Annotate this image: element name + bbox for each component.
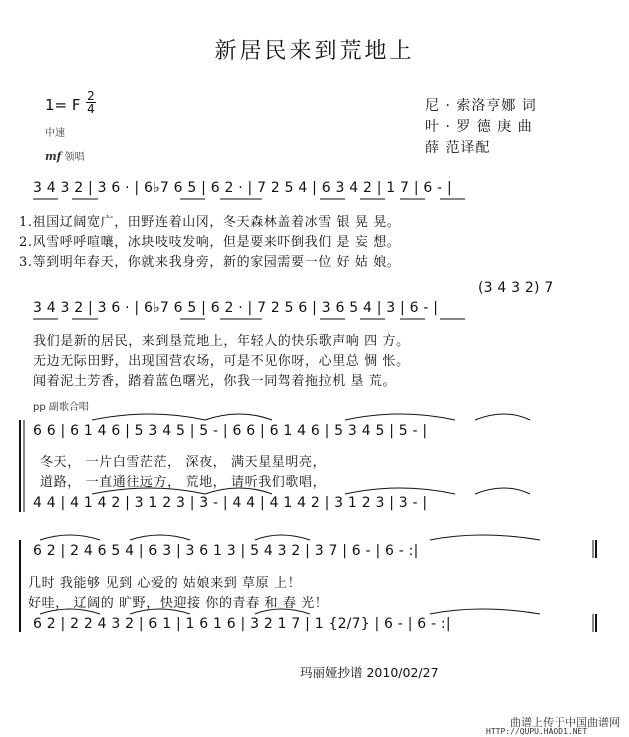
tempo-marking: 中速 [45,128,65,139]
system4-upper-notes: 6 2 | 2 4 6 5 4 | 6 3 | 3 6 1 3 | 5 4 3 2 | 3 7 | 6 - | 6 - :| [33,543,419,559]
system3-lower-notes: 4 4 | 4 1 4 2 | 3 1 2 3 | 3 - | 4 4 | 4 1 4 2 | 3 1 2 3 | 3 - | [33,495,428,511]
dynamic-mf: mf [45,150,62,163]
time-bottom: 4 [87,102,95,116]
watermark-line2: HTTP://QUPU.HAOD1.NET [486,727,588,736]
copyist-footer: 玛丽娅抄谱 2010/02/27 [300,665,439,680]
system4-lyric-1: 几时 我能够 见到 心爱的 姑娘来到 草原 上！ [28,576,302,591]
composer-credit: 叶 · 罗 德 庚 曲 [425,119,533,135]
system4-lyric-2: 好哇， 辽阔的 旷野，快迎接 你的青春 和 春 光！ [28,596,329,611]
key-label: 1= F [45,96,81,114]
chorus-label: pp 副歌合唱 [33,402,89,413]
lyricist-credit: 尼 · 索洛亨娜 词 [425,98,537,114]
system3-lyric-1: 冬天， 一片白雪茫茫， 深夜， 满天星星明亮， [40,455,327,470]
time-top: 2 [87,89,95,103]
system3-upper-notes: 6 6 | 6 1 4 6 | 5 3 4 5 | 5 - | 6 6 | 6 1 4 6 | 5 3 4 5 | 5 - | [33,423,428,439]
dynamic-text: 领唱 [64,152,85,163]
watermark-line1: 曲谱上传于中国曲谱网 [510,716,620,729]
system1-lyric-3: 3.等到明年春天，你就来我身旁，新的家园需要一位 好 姑 娘。 [19,255,401,270]
system1-lyric-2: 2.风雪呼呼喧嚷，冰块吱吱发响，但是要来吓倒我们 是 妄 想。 [19,235,401,250]
system2-alt-notes: (3 4 3 2) 7 [478,280,554,296]
system4-lower-notes: 6 2 | 2 2 4 3 2 | 6 1 | 1 6 1 6 | 3 2 1 7 | 1 {2/7} | 6 - | 6 - :| [33,616,451,632]
system3-lyric-2: 道路， 一直通往远方， 荒地， 请听我们歌唱， [40,475,327,490]
page-title: 新居民来到荒地上 [214,39,415,64]
system2-notes: 3 4 3 2 | 3 6 · | 6♭7 6 5 | 6 2 · | 7 2 5 6 | 3 6 5 4 | 3 | 6 - | [33,300,439,316]
system1-lyric-1: 1.祖国辽阔宽广，田野连着山冈，冬天森林盖着冰雪 银 晃 晃。 [19,215,401,230]
system2-lyric-1: 我们是新的居民，来到垦荒地上，年轻人的快乐歌声响 四 方。 [33,334,410,349]
system1-notes: 3 4 3 2 | 3 6 · | 6♭7 6 5 | 6 2 · | 7 2 5 4 | 6 3 4 2 | 1 7 | 6 - | [33,180,452,196]
translator-credit: 薛 范译配 [425,140,491,156]
system2-lyric-3: 闻着泥土芳香，踏着蓝色曙光，你我一同驾着拖拉机 垦 荒。 [33,374,397,389]
system2-lyric-2: 无边无际田野，出现国营农场，可是不见你呀，心里总 惆 怅。 [33,354,410,369]
